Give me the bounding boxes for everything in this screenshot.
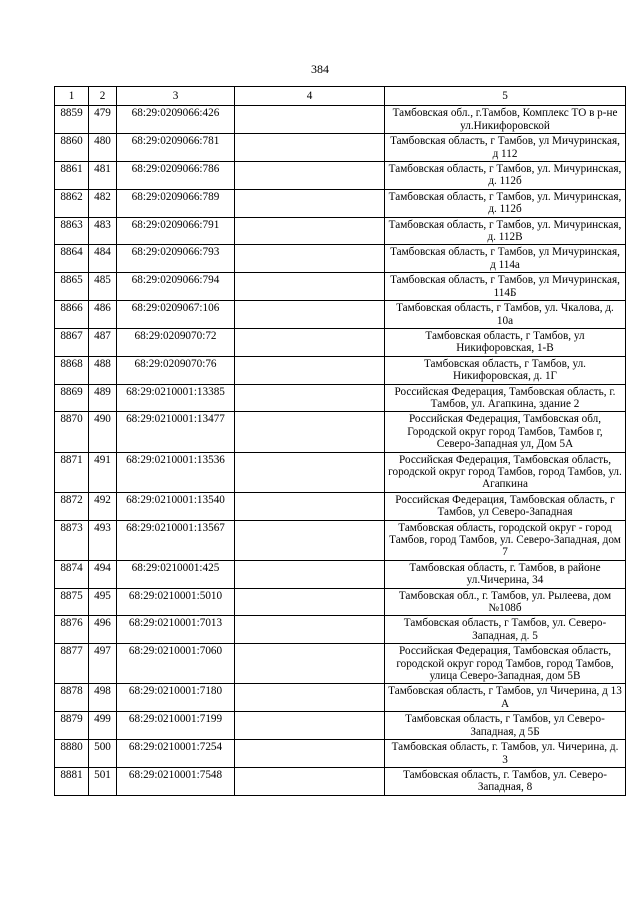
column-4-cell	[235, 588, 385, 616]
table-row	[55, 412, 626, 452]
table-row	[55, 452, 626, 492]
address-cell: Тамбовская область, г Тамбов, ул Чичерина, д 13 А	[385, 684, 626, 712]
column-4-cell	[235, 616, 385, 644]
table-row	[55, 492, 626, 520]
address-cell: Российская Федерация, Тамбовская область, г Тамбов, ул Северо-Западная	[385, 492, 626, 520]
address-cell: Тамбовская область, г Тамбов, ул Северо-Западная, д 5Б	[385, 712, 626, 740]
item-index: 495	[89, 588, 117, 616]
row-number: 8868	[55, 356, 89, 384]
row-number: 8866	[55, 301, 89, 329]
table-body	[55, 106, 626, 795]
item-index: 487	[89, 328, 117, 356]
item-index: 499	[89, 712, 117, 740]
table-row	[55, 134, 626, 162]
item-index: 479	[89, 106, 117, 134]
address-cell: Тамбовская область, г Тамбов, ул. Северо-Западная, д. 5	[385, 616, 626, 644]
item-index: 501	[89, 767, 117, 795]
address-cell: Тамбовская область, г Тамбов, ул. Мичуринская, д. 112В	[385, 217, 626, 245]
table-row	[55, 301, 626, 329]
item-index: 490	[89, 412, 117, 452]
table-row	[55, 616, 626, 644]
address-cell: Тамбовская область, г Тамбов, ул. Чкалова, д. 10а	[385, 301, 626, 329]
address-cell: Тамбовская область, г Тамбов, ул Мичуринская, д 114а	[385, 245, 626, 273]
row-number: 8864	[55, 245, 89, 273]
table-row	[55, 644, 626, 684]
cadastral-number: 68:29:0210001:425	[117, 560, 235, 588]
row-number: 8876	[55, 616, 89, 644]
address-cell: Тамбовская область, г. Тамбов, в районе ул.Чичерина, 34	[385, 560, 626, 588]
registry-table	[54, 86, 626, 796]
column-4-cell	[235, 644, 385, 684]
table-row	[55, 328, 626, 356]
column-header-1: 1	[55, 87, 89, 106]
cadastral-number: 68:29:0209066:789	[117, 189, 235, 217]
column-4-cell	[235, 520, 385, 560]
cadastral-number: 68:29:0210001:13477	[117, 412, 235, 452]
row-number: 8861	[55, 162, 89, 190]
row-number: 8867	[55, 328, 89, 356]
table-row	[55, 162, 626, 190]
table-row	[55, 684, 626, 712]
table-row	[55, 245, 626, 273]
cadastral-number: 68:29:0209066:786	[117, 162, 235, 190]
header-row	[55, 87, 626, 106]
cadastral-number: 68:29:0210001:7548	[117, 767, 235, 795]
column-4-cell	[235, 412, 385, 452]
column-4-cell	[235, 767, 385, 795]
cadastral-number: 68:29:0210001:7180	[117, 684, 235, 712]
table-row	[55, 588, 626, 616]
cadastral-number: 68:29:0210001:7013	[117, 616, 235, 644]
column-4-cell	[235, 162, 385, 190]
column-4-cell	[235, 452, 385, 492]
cadastral-number: 68:29:0210001:7199	[117, 712, 235, 740]
column-4-cell	[235, 712, 385, 740]
column-4-cell	[235, 273, 385, 301]
column-header-5: 5	[385, 87, 626, 106]
column-4-cell	[235, 560, 385, 588]
item-index: 497	[89, 644, 117, 684]
address-cell: Российская Федерация, Тамбовская область, городской округ город Тамбов, город Тамбов, улица Северо-Западная, дом 5В	[385, 644, 626, 684]
item-index: 494	[89, 560, 117, 588]
item-index: 491	[89, 452, 117, 492]
row-number: 8862	[55, 189, 89, 217]
address-cell: Тамбовская область, г Тамбов, ул. Мичуринская, д. 112б	[385, 189, 626, 217]
row-number: 8875	[55, 588, 89, 616]
column-header-3: 3	[117, 87, 235, 106]
table-row	[55, 740, 626, 768]
cadastral-number: 68:29:0210001:13567	[117, 520, 235, 560]
column-4-cell	[235, 492, 385, 520]
row-number: 8873	[55, 520, 89, 560]
column-4-cell	[235, 384, 385, 412]
address-cell: Российская Федерация, Тамбовская область, г. Тамбов, ул. Агапкина, здание 2	[385, 384, 626, 412]
cadastral-number: 68:29:0210001:7060	[117, 644, 235, 684]
column-header-2: 2	[89, 87, 117, 106]
row-number: 8880	[55, 740, 89, 768]
cadastral-number: 68:29:0209066:793	[117, 245, 235, 273]
table-row	[55, 560, 626, 588]
cadastral-number: 68:29:0210001:13536	[117, 452, 235, 492]
row-number: 8865	[55, 273, 89, 301]
cadastral-number: 68:29:0210001:13385	[117, 384, 235, 412]
item-index: 500	[89, 740, 117, 768]
row-number: 8870	[55, 412, 89, 452]
table-row	[55, 384, 626, 412]
cadastral-number: 68:29:0209066:794	[117, 273, 235, 301]
address-cell: Тамбовская область, г Тамбов, ул Мичуринская, д 112	[385, 134, 626, 162]
cadastral-number: 68:29:0209067:106	[117, 301, 235, 329]
address-cell: Тамбовская обл., г. Тамбов, ул. Рылеева, дом №108б	[385, 588, 626, 616]
table-row	[55, 356, 626, 384]
table-row	[55, 712, 626, 740]
row-number: 8869	[55, 384, 89, 412]
item-index: 488	[89, 356, 117, 384]
cadastral-number: 68:29:0209070:72	[117, 328, 235, 356]
address-cell: Тамбовская область, г Тамбов, ул. Никифоровская, д. 1Г	[385, 356, 626, 384]
item-index: 484	[89, 245, 117, 273]
cadastral-number: 68:29:0209066:781	[117, 134, 235, 162]
table-row	[55, 217, 626, 245]
column-4-cell	[235, 740, 385, 768]
row-number: 8863	[55, 217, 89, 245]
column-4-cell	[235, 328, 385, 356]
item-index: 498	[89, 684, 117, 712]
address-cell: Тамбовская область, г Тамбов, ул. Мичуринская, д. 112б	[385, 162, 626, 190]
row-number: 8878	[55, 684, 89, 712]
column-4-cell	[235, 356, 385, 384]
cadastral-number: 68:29:0209066:426	[117, 106, 235, 134]
row-number: 8881	[55, 767, 89, 795]
address-cell: Тамбовская область, городской округ - город Тамбов, город Тамбов, ул. Северо-Западная, дом 7	[385, 520, 626, 560]
cadastral-number: 68:29:0210001:7254	[117, 740, 235, 768]
table-header	[55, 87, 626, 106]
table-row	[55, 520, 626, 560]
address-cell: Российская Федерация, Тамбовская область, городской округ город Тамбов, город Тамбов, ул. Агапкина	[385, 452, 626, 492]
row-number: 8879	[55, 712, 89, 740]
item-index: 481	[89, 162, 117, 190]
address-cell: Тамбовская обл., г.Тамбов, Комплекс ТО в р-не ул.Никифоровской	[385, 106, 626, 134]
cadastral-number: 68:29:0209066:791	[117, 217, 235, 245]
address-cell: Тамбовская область, г Тамбов, ул Никифоровская, 1-В	[385, 328, 626, 356]
row-number: 8872	[55, 492, 89, 520]
address-cell: Тамбовская область, г. Тамбов, ул. Чичерина, д. 3	[385, 740, 626, 768]
column-4-cell	[235, 217, 385, 245]
item-index: 486	[89, 301, 117, 329]
table-row	[55, 189, 626, 217]
row-number: 8871	[55, 452, 89, 492]
item-index: 496	[89, 616, 117, 644]
cadastral-number: 68:29:0210001:13540	[117, 492, 235, 520]
column-4-cell	[235, 301, 385, 329]
row-number: 8860	[55, 134, 89, 162]
cadastral-number: 68:29:0210001:5010	[117, 588, 235, 616]
column-4-cell	[235, 245, 385, 273]
row-number: 8877	[55, 644, 89, 684]
row-number: 8859	[55, 106, 89, 134]
item-index: 480	[89, 134, 117, 162]
item-index: 489	[89, 384, 117, 412]
table-row	[55, 273, 626, 301]
column-4-cell	[235, 189, 385, 217]
item-index: 482	[89, 189, 117, 217]
address-cell: Российская Федерация, Тамбовская обл, Городской округ город Тамбов, Тамбов г, Северо-Западная ул, Дом 5А	[385, 412, 626, 452]
item-index: 492	[89, 492, 117, 520]
column-4-cell	[235, 106, 385, 134]
column-4-cell	[235, 684, 385, 712]
table-row	[55, 106, 626, 134]
address-cell: Тамбовская область, г. Тамбов, ул. Северо-Западная, 8	[385, 767, 626, 795]
item-index: 483	[89, 217, 117, 245]
item-index: 493	[89, 520, 117, 560]
table-row	[55, 767, 626, 795]
column-4-cell	[235, 134, 385, 162]
row-number: 8874	[55, 560, 89, 588]
page-number: 384	[311, 62, 329, 76]
cadastral-number: 68:29:0209070:76	[117, 356, 235, 384]
item-index: 485	[89, 273, 117, 301]
column-header-4: 4	[235, 87, 385, 106]
address-cell: Тамбовская область, г Тамбов, ул Мичуринская, 114Б	[385, 273, 626, 301]
